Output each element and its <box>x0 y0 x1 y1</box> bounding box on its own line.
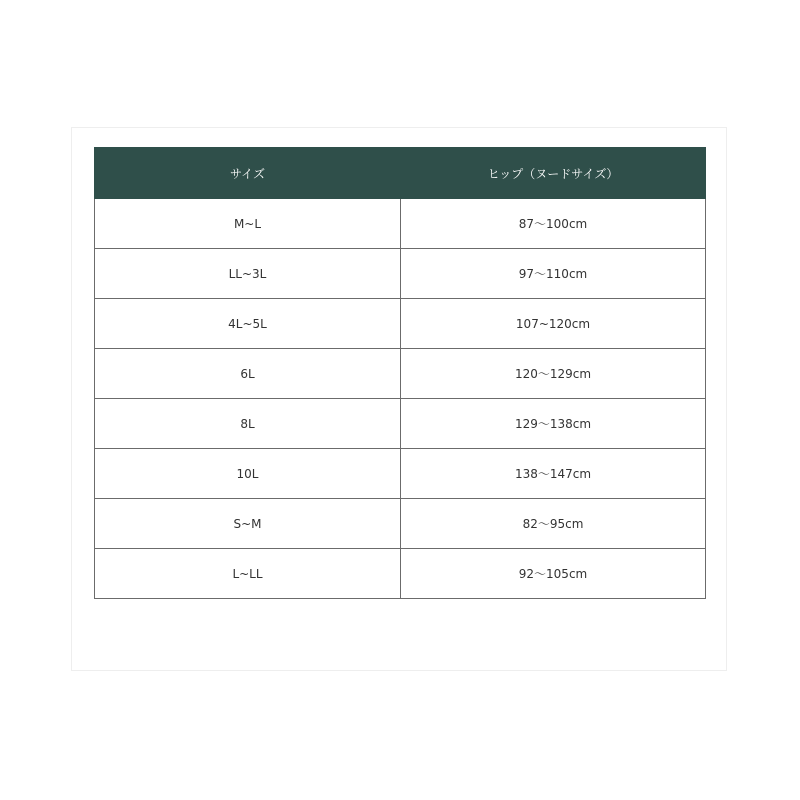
table-row <box>95 199 706 249</box>
table-row <box>95 299 706 349</box>
size-cell: 6L <box>95 349 401 399</box>
size-cell: 10L <box>95 449 401 499</box>
table-body <box>95 199 706 599</box>
size-cell: L~LL <box>95 549 401 599</box>
hip-cell: 129～138cm <box>401 399 706 449</box>
hip-cell: 138～147cm <box>401 449 706 499</box>
table-row <box>95 399 706 449</box>
hip-cell: 92～105cm <box>401 549 706 599</box>
header-hip-nude-size: ヒップ（ヌードサイズ） <box>401 148 706 199</box>
hip-cell: 87～100cm <box>401 199 706 249</box>
hip-cell: 107~120cm <box>401 299 706 349</box>
table-row <box>95 549 706 599</box>
hip-cell: 82～95cm <box>401 499 706 549</box>
table-row <box>95 349 706 399</box>
table-header <box>95 148 706 199</box>
size-cell: S~M <box>95 499 401 549</box>
size-cell: LL~3L <box>95 249 401 299</box>
header-size: サイズ <box>95 148 401 199</box>
table-row <box>95 449 706 499</box>
hip-cell: 120～129cm <box>401 349 706 399</box>
size-cell: 8L <box>95 399 401 449</box>
header-row <box>95 148 706 199</box>
size-cell: M~L <box>95 199 401 249</box>
size-chart-table <box>94 147 706 599</box>
hip-cell: 97～110cm <box>401 249 706 299</box>
table-row <box>95 249 706 299</box>
size-cell: 4L~5L <box>95 299 401 349</box>
table-row <box>95 499 706 549</box>
